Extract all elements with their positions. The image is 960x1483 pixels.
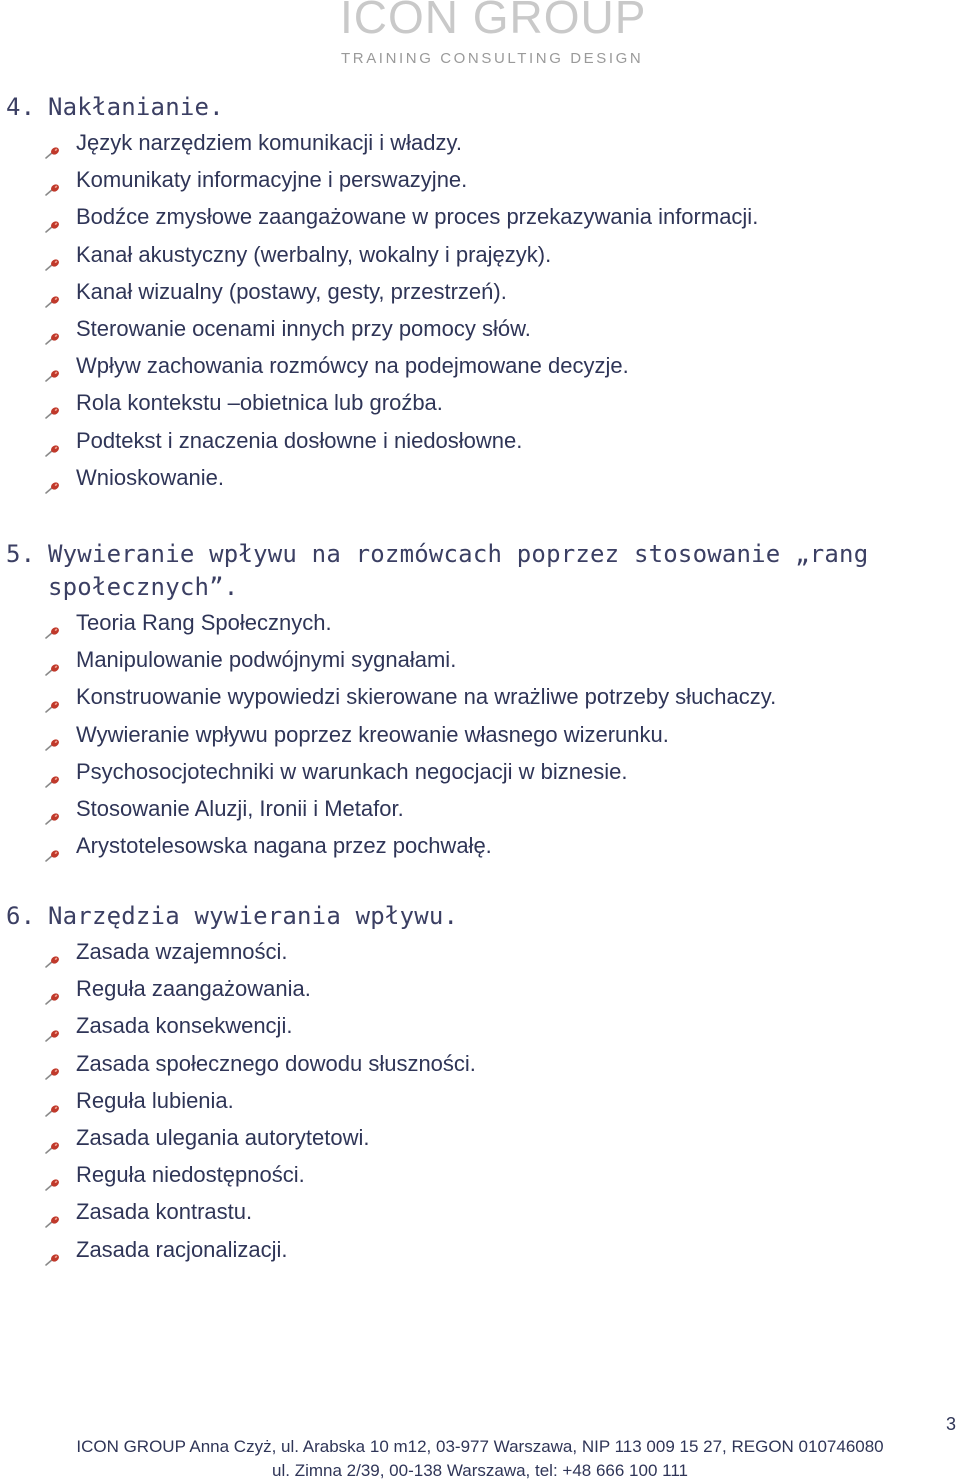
list-item: [0, 641, 900, 678]
list-item: [0, 124, 900, 161]
list-item-text: Psychosocjotechniki w warunkach negocjacji w biznesie.: [76, 758, 628, 784]
list-item: [0, 1007, 900, 1044]
list-item-text: Komunikaty informacyjne i perswazyjne.: [76, 167, 468, 193]
item-list: [0, 933, 900, 1268]
list-item-text: Wnioskowanie.: [76, 464, 224, 490]
list-item: [0, 384, 900, 421]
red-pin-bullet-icon: [44, 1166, 60, 1180]
section-heading: [0, 91, 900, 124]
list-item-text: Zasada kontrastu.: [76, 1199, 253, 1225]
red-pin-bullet-icon: [44, 1017, 60, 1031]
list-item: [0, 1119, 900, 1156]
red-pin-bullet-icon: [44, 651, 60, 665]
list-item: [0, 236, 900, 273]
list-item: [0, 790, 900, 827]
section-heading-continued: [0, 571, 900, 604]
company-logo: [340, 0, 647, 67]
red-pin-bullet-icon: [44, 171, 60, 185]
red-pin-bullet-icon: [44, 357, 60, 371]
red-pin-bullet-icon: [44, 1203, 60, 1217]
list-item: [0, 459, 900, 496]
list-item: [0, 827, 900, 864]
list-item-text: Rola kontekstu –obietnica lub groźba.: [76, 390, 443, 416]
list-item-text: Manipulowanie podwójnymi sygnałami.: [76, 647, 457, 673]
list-item-text: Wpływ zachowania rozmówcy na podejmowane decyzje.: [76, 353, 629, 379]
red-pin-bullet-icon: [44, 943, 60, 957]
section-number: 5.: [6, 540, 36, 568]
list-item: [0, 1231, 900, 1268]
section-6: [0, 900, 900, 1268]
red-pin-bullet-icon: [44, 320, 60, 334]
list-item-text: Stosowanie Aluzji, Ironii i Metafor.: [76, 795, 404, 821]
list-item: [0, 198, 900, 235]
page-number: 3: [945, 1414, 956, 1434]
red-pin-bullet-icon: [44, 469, 60, 483]
list-item: [0, 1082, 900, 1119]
red-pin-bullet-icon: [44, 800, 60, 814]
list-item: [0, 604, 900, 641]
list-item-text: Konstruowanie wypowiedzi skierowane na wrażliwe potrzeby słuchaczy.: [76, 684, 777, 710]
list-item: [0, 422, 900, 459]
red-pin-bullet-icon: [44, 246, 60, 260]
red-pin-bullet-icon: [44, 688, 60, 702]
list-item: [0, 273, 900, 310]
list-item-text: Zasada racjonalizacji.: [76, 1236, 288, 1262]
list-item: [0, 753, 900, 790]
list-item-text: Zasada ulegania autorytetowi.: [76, 1124, 370, 1150]
list-item: [0, 1045, 900, 1082]
list-item-text: Kanał wizualny (postawy, gesty, przestrzeń).: [76, 278, 507, 304]
list-item: [0, 1193, 900, 1230]
list-item: [0, 970, 900, 1007]
list-item: [0, 716, 900, 753]
list-item-text: Reguła zaangażowania.: [76, 976, 311, 1002]
red-pin-bullet-icon: [44, 208, 60, 222]
red-pin-bullet-icon: [44, 726, 60, 740]
red-pin-bullet-icon: [44, 1241, 60, 1255]
list-item: [0, 347, 900, 384]
red-pin-bullet-icon: [44, 1092, 60, 1106]
section-number: 4.: [6, 93, 36, 121]
list-item: [0, 1156, 900, 1193]
list-item-text: Kanał akustyczny (werbalny, wokalny i prajęzyk).: [76, 241, 552, 267]
list-item-text: Wywieranie wpływu poprzez kreowanie własnego wizerunku.: [76, 721, 669, 747]
red-pin-bullet-icon: [44, 763, 60, 777]
section-5: [0, 538, 900, 864]
list-item-text: Zasada wzajemności.: [76, 939, 288, 964]
list-item: [0, 678, 900, 715]
list-item-text: Zasada społecznego dowodu słuszności.: [76, 1050, 476, 1076]
red-pin-bullet-icon: [44, 1129, 60, 1143]
red-pin-bullet-icon: [44, 283, 60, 297]
list-item-text: Podtekst i znaczenia dosłowne i niedosłowne.: [76, 427, 523, 453]
item-list: [0, 604, 900, 864]
list-item-text: Bodźce zmysłowe zaangażowane w proces przekazywania informacji.: [76, 204, 759, 230]
section-title: Narzędzia wywierania wpływu.: [48, 902, 459, 930]
list-item-text: Reguła niedostępności.: [76, 1162, 305, 1188]
footer-address-line2: ul. Zimna 2/39, 00-138 Warszawa, tel: +48 666 100 111: [272, 1461, 688, 1480]
list-item-text: Arystotelesowska nagana przez pochwałę.: [76, 833, 492, 859]
red-pin-bullet-icon: [44, 394, 60, 408]
list-item: [0, 161, 900, 198]
red-pin-bullet-icon: [44, 980, 60, 994]
list-item-text: Teoria Rang Społecznych.: [76, 610, 332, 635]
item-list: [0, 124, 900, 496]
section-4: [0, 91, 900, 496]
red-pin-bullet-icon: [44, 432, 60, 446]
section-title: Wywieranie wpływu na rozmówcach poprzez stosowanie „rang: [48, 540, 869, 568]
list-item-text: Zasada konsekwencji.: [76, 1013, 293, 1039]
footer-address-line1: ICON GROUP Anna Czyż, ul. Arabska 10 m12, 03-977 Warszawa, NIP 113 009 15 27, REGON 010746080: [76, 1437, 884, 1456]
red-pin-bullet-icon: [44, 1055, 60, 1069]
logo-tagline: TRAINING CONSULTING DESIGN: [341, 50, 644, 67]
section-number: 6.: [6, 902, 36, 930]
section-heading: [0, 538, 900, 571]
logo-title: ICON GROUP: [340, 0, 647, 43]
list-item-text: Język narzędziem komunikacji i władzy.: [76, 130, 462, 155]
section-heading: [0, 900, 900, 933]
list-item-text: Sterowanie ocenami innych przy pomocy słów.: [76, 315, 531, 341]
list-item-text: Reguła lubienia.: [76, 1087, 234, 1113]
section-title-line2: społecznych”.: [48, 573, 239, 601]
red-pin-bullet-icon: [44, 614, 60, 628]
red-pin-bullet-icon: [44, 134, 60, 148]
list-item: [0, 933, 900, 970]
list-item: [0, 310, 900, 347]
section-title: Nakłanianie.: [48, 93, 224, 121]
red-pin-bullet-icon: [44, 837, 60, 851]
